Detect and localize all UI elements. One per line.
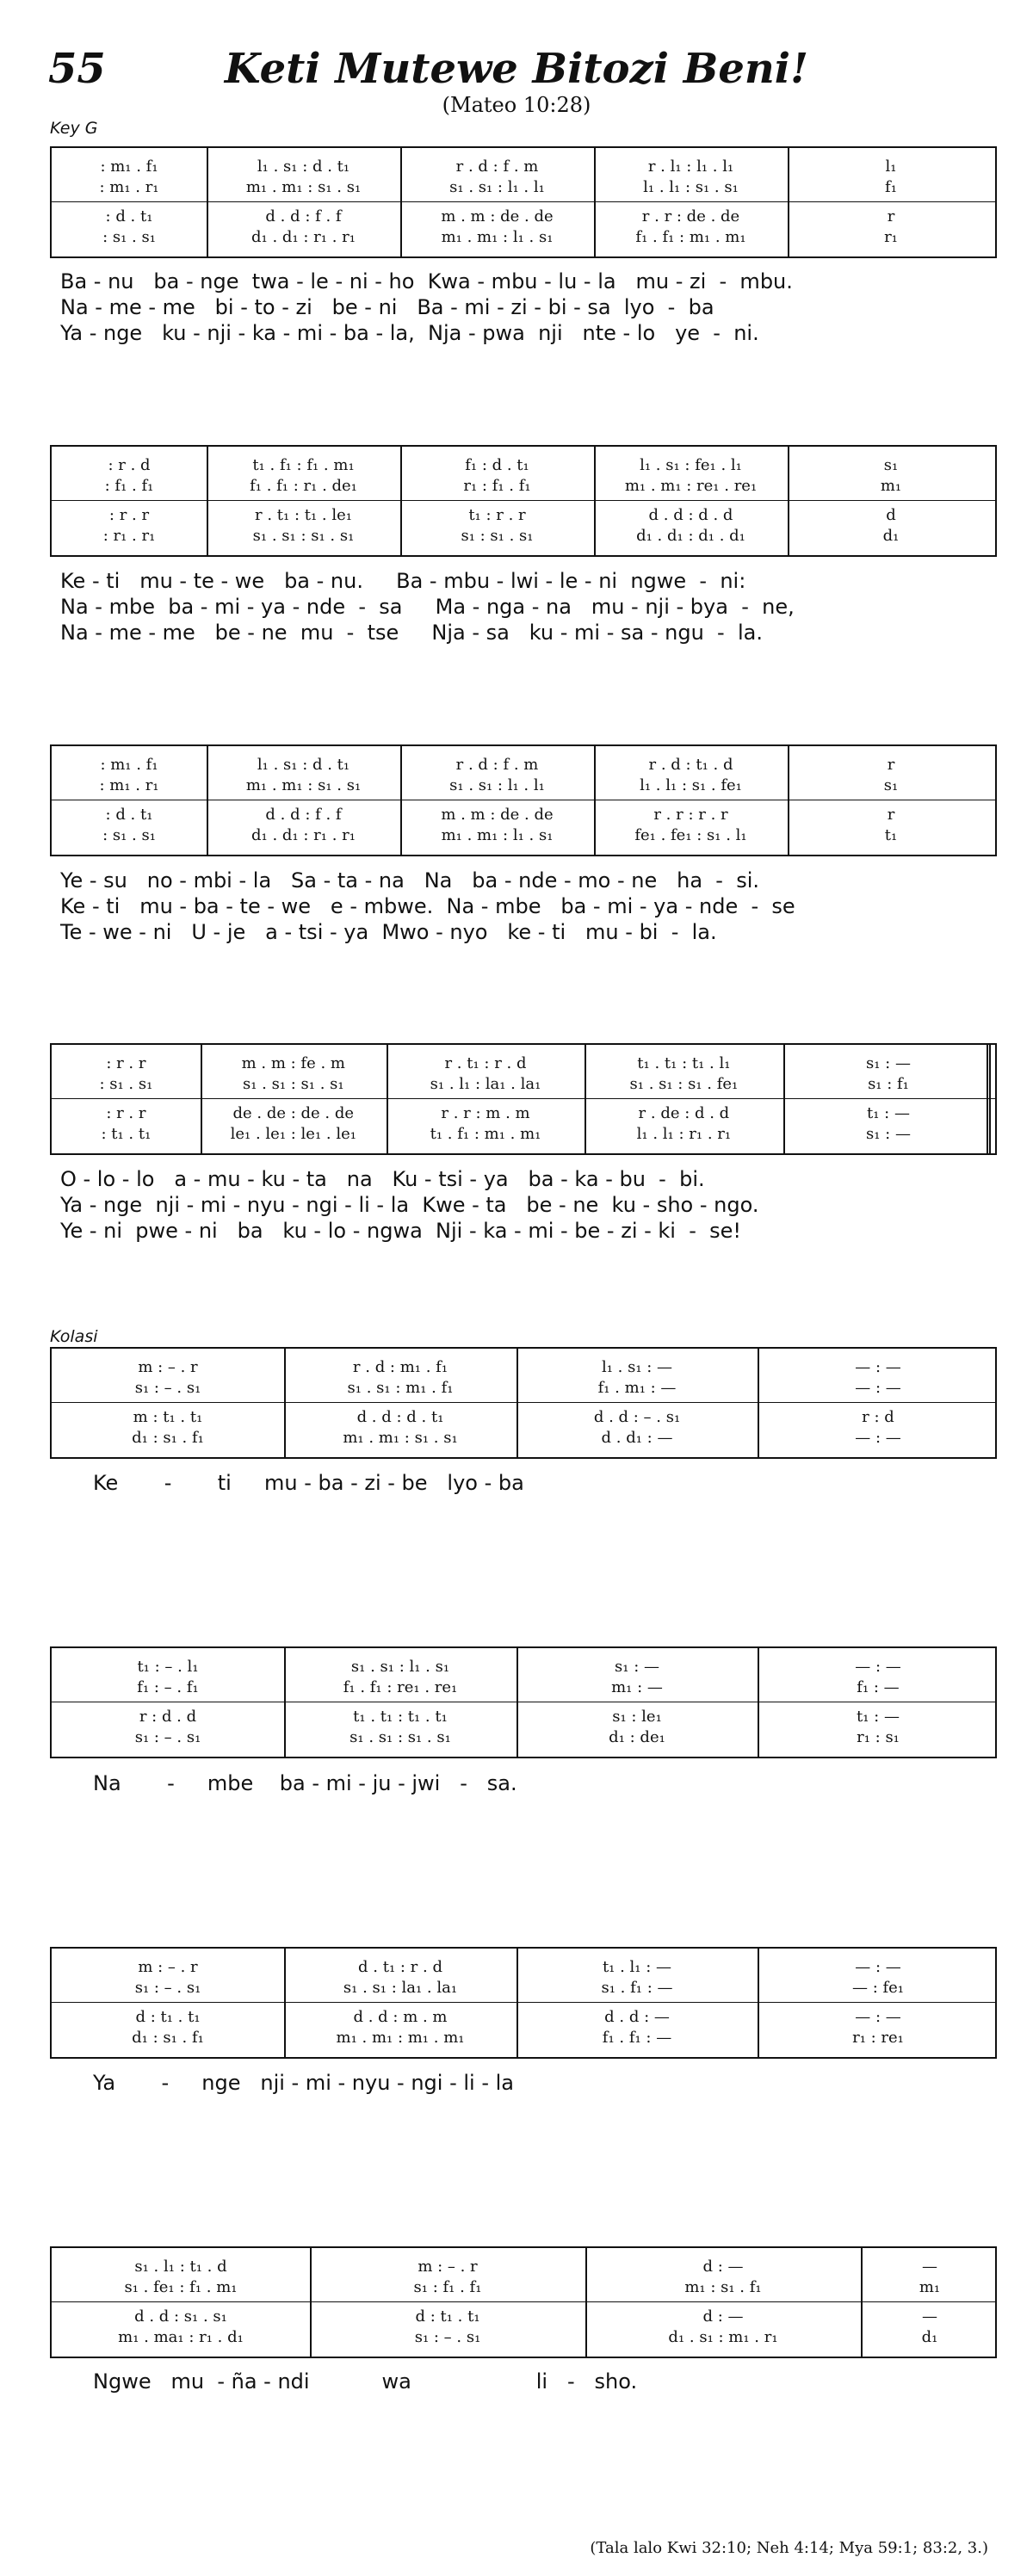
measure-cell: f₁ . f₁ : m₁ . m₁ xyxy=(635,228,746,246)
music-system-1 xyxy=(50,146,997,258)
measure-cell: f₁ : d . t₁ xyxy=(465,456,529,474)
measure-cell: l₁ xyxy=(885,158,897,176)
measure-cell: t₁ . t₁ : t₁ . t₁ xyxy=(353,1708,448,1726)
measure-cell: d₁ : s₁ . f₁ xyxy=(132,1429,204,1447)
measure-cell: : m₁ . r₁ xyxy=(99,178,159,196)
measure-cell: s₁ : – . s₁ xyxy=(414,2328,481,2346)
measure-cell: — : — xyxy=(855,1429,901,1447)
voice-row-1 xyxy=(52,1657,995,1677)
measure-cell: — : — xyxy=(855,2008,901,2026)
measure-cell: d : — xyxy=(702,2258,744,2276)
song-number: 55 xyxy=(48,45,106,93)
measure-cell: r . l₁ : l₁ . l₁ xyxy=(647,158,734,176)
voice-row-4 xyxy=(52,1428,995,1449)
measure-cell: s₁ . f₁ : — xyxy=(601,1979,673,1997)
measure-cell: m₁ xyxy=(919,2278,941,2296)
measure-cell: s₁ xyxy=(883,776,899,794)
measure-cell: m : – . r xyxy=(138,1358,198,1376)
measure-cell: s₁ : — xyxy=(615,1658,659,1676)
song-title: Keti Mutewe Bitozi Beni! xyxy=(224,45,809,93)
measure-cell: r . d : f . m xyxy=(455,158,539,176)
measure-cell: s₁ : le₁ xyxy=(612,1708,662,1726)
voice-row-1 xyxy=(52,2257,995,2277)
measure-cell: m : – . r xyxy=(418,2258,478,2276)
voice-row-4 xyxy=(52,227,995,248)
measure-cell: s₁ : — xyxy=(866,1054,911,1072)
measure-cell: r . de : d . d xyxy=(638,1104,730,1122)
voice-row-3 xyxy=(52,805,995,825)
lyric-line-2: Na - me - me bi - to - zi be - ni Ba - mi - zi - bi - sa lyo - ba xyxy=(60,295,714,319)
measure-cell: s₁ . s₁ : l₁ . l₁ xyxy=(449,776,545,794)
measure-cell: d . d : f . f xyxy=(265,207,342,225)
voice-row-4 xyxy=(52,1124,995,1145)
lyric-line-2: Ya - nge nji - mi - nyu - ngi - li - la Kwe - ta be - ne ku - sho - ngo. xyxy=(60,1193,759,1217)
measure-cell: : t₁ . t₁ xyxy=(101,1125,152,1143)
footer-references: (Tala lalo Kwi 32:10; Neh 4:14; Mya 59:1; 83:2, 3.) xyxy=(590,2539,988,2557)
measure-cell: — : — xyxy=(855,1379,901,1397)
measure-cell: : s₁ . s₁ xyxy=(102,826,156,844)
measure-cell: d : t₁ . t₁ xyxy=(135,2008,201,2026)
measure-cell: — xyxy=(922,2307,937,2326)
measure-cell: d . d : – . s₁ xyxy=(593,1408,681,1426)
measure-cell: d₁ : de₁ xyxy=(609,1728,665,1746)
lyric-line-1: Ya - nge nji - mi - nyu - ngi - li - la xyxy=(93,2071,514,2095)
measure-cell: : s₁ . s₁ xyxy=(102,228,156,246)
measure-cell: m₁ . m₁ : l₁ . s₁ xyxy=(441,826,554,844)
lyric-line-3: Ya - nge ku - nji - ka - mi - ba - la, Nja - pwa nji nte - lo ye - ni. xyxy=(60,321,759,345)
measure-cell: r₁ xyxy=(884,228,898,246)
lyric-line-2: Ke - ti mu - ba - te - we e - mbwe. Na - mbe ba - mi - ya - nde - se xyxy=(60,894,795,918)
measure-cell: d . d : d . d xyxy=(648,506,733,524)
measure-cell: m₁ . m₁ : s₁ . s₁ xyxy=(245,178,362,196)
measure-cell: : d . t₁ xyxy=(105,207,153,225)
voice-row-2 xyxy=(52,2277,995,2298)
voice-row-1 xyxy=(52,455,995,476)
measure-cell: : m₁ . f₁ xyxy=(100,158,158,176)
measure-cell: r₁ : f₁ . f₁ xyxy=(463,477,531,495)
staff-divider xyxy=(52,1098,995,1099)
measure-cell: d : t₁ . t₁ xyxy=(415,2307,480,2326)
measure-cell: d₁ : s₁ . f₁ xyxy=(132,2029,204,2047)
measure-cell: : r . d xyxy=(108,456,151,474)
measure-cell: m : t₁ . t₁ xyxy=(133,1408,203,1426)
measure-cell: r xyxy=(887,207,895,225)
measure-cell: m . m : fe . m xyxy=(241,1054,345,1072)
measure-cell: d xyxy=(886,506,896,524)
lyric-line-1: O - lo - lo a - mu - ku - ta na Ku - tsi - ya ba - ka - bu - bi. xyxy=(60,1167,705,1191)
measure-cell: m₁ . ma₁ : r₁ . d₁ xyxy=(118,2328,244,2346)
staff-divider xyxy=(52,2301,995,2302)
measure-cell: r . t₁ : t₁ . le₁ xyxy=(255,506,352,524)
voice-row-2 xyxy=(52,1378,995,1399)
music-system-4 xyxy=(50,1043,997,1155)
measure-cell: r : d . d xyxy=(139,1708,197,1726)
measure-cell: s₁ . s₁ : la₁ . la₁ xyxy=(343,1979,458,1997)
measure-cell: s₁ : – . s₁ xyxy=(134,1379,201,1397)
measure-cell: s₁ : s₁ . s₁ xyxy=(461,527,534,545)
staff-divider xyxy=(52,1402,995,1403)
measure-cell: : m₁ . r₁ xyxy=(99,776,159,794)
measure-cell: t₁ . f₁ : f₁ . m₁ xyxy=(252,456,355,474)
measure-cell: : r . r xyxy=(106,1104,146,1122)
measure-cell: d₁ . d₁ : d₁ . d₁ xyxy=(636,527,745,545)
key-signature: Key G xyxy=(50,119,98,138)
lyric-line-1: Ke - ti mu - ba - zi - be lyo - ba xyxy=(93,1471,524,1495)
measure-cell: d₁ xyxy=(882,527,900,545)
measure-cell: f₁ : – . f₁ xyxy=(137,1678,199,1696)
voice-row-3 xyxy=(52,1407,995,1428)
measure-cell: m₁ . m₁ : l₁ . s₁ xyxy=(441,228,554,246)
measure-cell: s₁ : — xyxy=(866,1125,911,1143)
measure-cell: m : – . r xyxy=(138,1958,198,1976)
measure-cell: — : fe₁ xyxy=(851,1979,905,1997)
scripture-reference: (Mateo 10:28) xyxy=(442,93,591,117)
measure-cell: l₁ . l₁ : s₁ . fe₁ xyxy=(640,776,742,794)
lyric-line-1: Na - mbe ba - mi - ju - jwi - sa. xyxy=(93,1771,517,1795)
measure-cell: : m₁ . f₁ xyxy=(100,756,158,774)
lyric-line-3: Ye - ni pwe - ni ba ku - lo - ngwa Nji - ka - mi - be - zi - ki - se! xyxy=(60,1219,742,1243)
staff-divider xyxy=(52,500,995,501)
measure-cell: r xyxy=(887,756,895,774)
measure-cell: : r . r xyxy=(106,1054,146,1072)
measure-cell: r₁ : re₁ xyxy=(852,2029,904,2047)
measure-cell: d . d₁ : — xyxy=(601,1429,673,1447)
lyric-line-1: Ba - nu ba - nge twa - le - ni - ho Kwa - mbu - lu - la mu - zi - mbu. xyxy=(60,269,793,293)
measure-cell: s₁ . s₁ : l₁ . l₁ xyxy=(449,178,545,196)
lyric-line-2: Na - mbe ba - mi - ya - nde - sa Ma - nga - na mu - nji - bya - ne, xyxy=(60,595,795,619)
measure-cell: : s₁ . s₁ xyxy=(99,1075,153,1093)
voice-row-2 xyxy=(52,1677,995,1698)
measure-cell: d . d : — xyxy=(604,2008,670,2026)
measure-cell: m₁ xyxy=(880,477,902,495)
measure-cell: s₁ xyxy=(883,456,899,474)
measure-cell: fe₁ . fe₁ : s₁ . l₁ xyxy=(634,826,747,844)
measure-cell: r xyxy=(887,806,895,824)
measure-cell: m₁ . m₁ : m₁ . m₁ xyxy=(336,2029,465,2047)
measure-cell: s₁ . s₁ : l₁ . s₁ xyxy=(350,1658,450,1676)
measure-cell: t₁ . l₁ : — xyxy=(602,1958,672,1976)
measure-cell: — : — xyxy=(855,1358,901,1376)
voice-row-3 xyxy=(52,2307,995,2327)
measure-cell: d₁ . d₁ : r₁ . r₁ xyxy=(251,228,356,246)
voice-row-4 xyxy=(52,2327,995,2348)
lyric-line-1: Ke - ti mu - te - we ba - nu. Ba - mbu - lwi - le - ni ngwe - ni: xyxy=(60,569,746,593)
measure-cell: f₁ xyxy=(885,178,897,196)
measure-cell: de . de : de . de xyxy=(232,1104,355,1122)
measure-cell: l₁ . l₁ : s₁ . s₁ xyxy=(643,178,739,196)
measure-cell: r . r : r . r xyxy=(653,806,728,824)
measure-cell: m₁ . m₁ : re₁ . re₁ xyxy=(624,477,758,495)
measure-cell: f₁ : — xyxy=(857,1678,900,1696)
measure-cell: l₁ . s₁ : — xyxy=(601,1358,673,1376)
measure-cell: s₁ . s₁ : s₁ . s₁ xyxy=(242,1075,344,1093)
measure-cell: t₁ . t₁ : t₁ . l₁ xyxy=(637,1054,731,1072)
measure-cell: r . d : f . m xyxy=(455,756,539,774)
voice-row-4 xyxy=(52,825,995,846)
voice-row-3 xyxy=(52,505,995,526)
measure-cell: s₁ . l₁ : la₁ . la₁ xyxy=(430,1075,541,1093)
measure-cell: t₁ : — xyxy=(857,1708,900,1726)
measure-cell: t₁ xyxy=(884,826,898,844)
measure-cell: l₁ . l₁ : r₁ . r₁ xyxy=(636,1125,732,1143)
measure-cell: s₁ . l₁ : t₁ . d xyxy=(134,2258,227,2276)
measure-cell: d . t₁ : r . d xyxy=(358,1958,442,1976)
voice-row-1 xyxy=(52,755,995,775)
measure-cell: s₁ . s₁ : m₁ . f₁ xyxy=(347,1379,454,1397)
voice-row-2 xyxy=(52,775,995,796)
measure-cell: d₁ . s₁ : m₁ . r₁ xyxy=(668,2328,778,2346)
voice-row-3 xyxy=(52,2007,995,2028)
measure-cell: t₁ . f₁ : m₁ . m₁ xyxy=(430,1125,541,1143)
measure-cell: : f₁ . f₁ xyxy=(104,477,154,495)
measure-cell: m₁ : s₁ . f₁ xyxy=(684,2278,762,2296)
measure-cell: r . d : m₁ . f₁ xyxy=(352,1358,448,1376)
voice-row-1 xyxy=(52,1957,995,1978)
measure-cell: l₁ . s₁ : fe₁ . l₁ xyxy=(640,456,742,474)
measure-cell: d . d : m . m xyxy=(353,2008,448,2026)
measure-cell: r . r : de . de xyxy=(641,207,740,225)
measure-cell: m₁ . m₁ : s₁ . s₁ xyxy=(343,1429,458,1447)
measure-cell: d₁ xyxy=(921,2328,938,2346)
voice-row-3 xyxy=(52,1103,995,1124)
measure-cell: m₁ . m₁ : s₁ . s₁ xyxy=(245,776,362,794)
lyric-line-3: Na - me - me be - ne mu - tse Nja - sa ku - mi - sa - ngu - la. xyxy=(60,621,763,645)
measure-cell: d . d : s₁ . s₁ xyxy=(134,2307,227,2326)
voice-row-1 xyxy=(52,157,995,177)
voice-row-4 xyxy=(52,526,995,547)
measure-cell: s₁ : f₁ . f₁ xyxy=(413,2278,482,2296)
music-system-8 xyxy=(50,2246,997,2358)
measure-cell: t₁ : – . l₁ xyxy=(137,1658,199,1676)
measure-cell: — xyxy=(922,2258,937,2276)
staff-divider xyxy=(52,201,995,202)
measure-cell: r . d : t₁ . d xyxy=(648,756,733,774)
measure-cell: r . r : m . m xyxy=(441,1104,530,1122)
voice-row-1 xyxy=(52,1053,995,1074)
measure-cell: s₁ . s₁ : s₁ . fe₁ xyxy=(629,1075,739,1093)
measure-cell: f₁ . f₁ : re₁ . re₁ xyxy=(343,1678,458,1696)
measure-cell: t₁ : r . r xyxy=(468,506,526,524)
voice-row-2 xyxy=(52,1978,995,1998)
measure-cell: s₁ . s₁ : s₁ . s₁ xyxy=(252,527,355,545)
measure-cell: s₁ : – . s₁ xyxy=(134,1979,201,1997)
voice-row-2 xyxy=(52,476,995,497)
measure-cell: f₁ . f₁ : r₁ . de₁ xyxy=(250,477,357,495)
measure-cell: m . m : de . de xyxy=(441,806,554,824)
music-system-7 xyxy=(50,1947,997,2059)
voice-row-3 xyxy=(52,207,995,227)
measure-cell: s₁ . s₁ : s₁ . s₁ xyxy=(349,1728,451,1746)
measure-cell: t₁ : — xyxy=(867,1104,910,1122)
measure-cell: — : — xyxy=(855,1958,901,1976)
measure-cell: s₁ : f₁ xyxy=(868,1075,909,1093)
measure-cell: r . t₁ : r . d xyxy=(444,1054,527,1072)
lyric-line-1: Ngwe mu - ña - ndi wa li - sho. xyxy=(93,2369,638,2394)
measure-cell: : r₁ . r₁ xyxy=(102,527,156,545)
lyric-line-3: Te - we - ni U - je a - tsi - ya Mwo - nyo ke - ti mu - bi - la. xyxy=(60,920,717,944)
staff-divider xyxy=(52,2002,995,2003)
measure-cell: d . d : f . f xyxy=(265,806,342,824)
voice-row-2 xyxy=(52,1074,995,1095)
voice-row-2 xyxy=(52,177,995,198)
measure-cell: m . m : de . de xyxy=(441,207,554,225)
chorus-label: Kolasi xyxy=(50,1327,98,1346)
music-system-5 xyxy=(50,1347,997,1459)
measure-cell: d₁ . d₁ : r₁ . r₁ xyxy=(251,826,356,844)
measure-cell: r : d xyxy=(862,1408,894,1426)
lyric-line-1: Ye - su no - mbi - la Sa - ta - na Na ba - nde - mo - ne ha - si. xyxy=(60,868,760,893)
measure-cell: l₁ . s₁ : d . t₁ xyxy=(257,756,350,774)
measure-cell: le₁ . le₁ : le₁ . le₁ xyxy=(230,1125,356,1143)
voice-row-1 xyxy=(52,1357,995,1378)
measure-cell: f₁ . m₁ : — xyxy=(597,1379,677,1397)
music-system-3 xyxy=(50,744,997,856)
measure-cell: r₁ : s₁ xyxy=(857,1728,900,1746)
music-system-6 xyxy=(50,1646,997,1758)
measure-cell: m₁ : — xyxy=(611,1678,663,1696)
voice-row-4 xyxy=(52,1727,995,1748)
music-system-2 xyxy=(50,445,997,557)
voice-row-3 xyxy=(52,1707,995,1727)
measure-cell: s₁ . fe₁ : f₁ . m₁ xyxy=(124,2278,238,2296)
measure-cell: f₁ . f₁ : — xyxy=(602,2029,672,2047)
measure-cell: s₁ : – . s₁ xyxy=(134,1728,201,1746)
measure-cell: : d . t₁ xyxy=(105,806,153,824)
measure-cell: — : — xyxy=(855,1658,901,1676)
measure-cell: : r . r xyxy=(108,506,150,524)
measure-cell: l₁ . s₁ : d . t₁ xyxy=(257,158,350,176)
measure-cell: d : — xyxy=(702,2307,744,2326)
voice-row-4 xyxy=(52,2028,995,2048)
measure-cell: d . d : d . t₁ xyxy=(356,1408,444,1426)
